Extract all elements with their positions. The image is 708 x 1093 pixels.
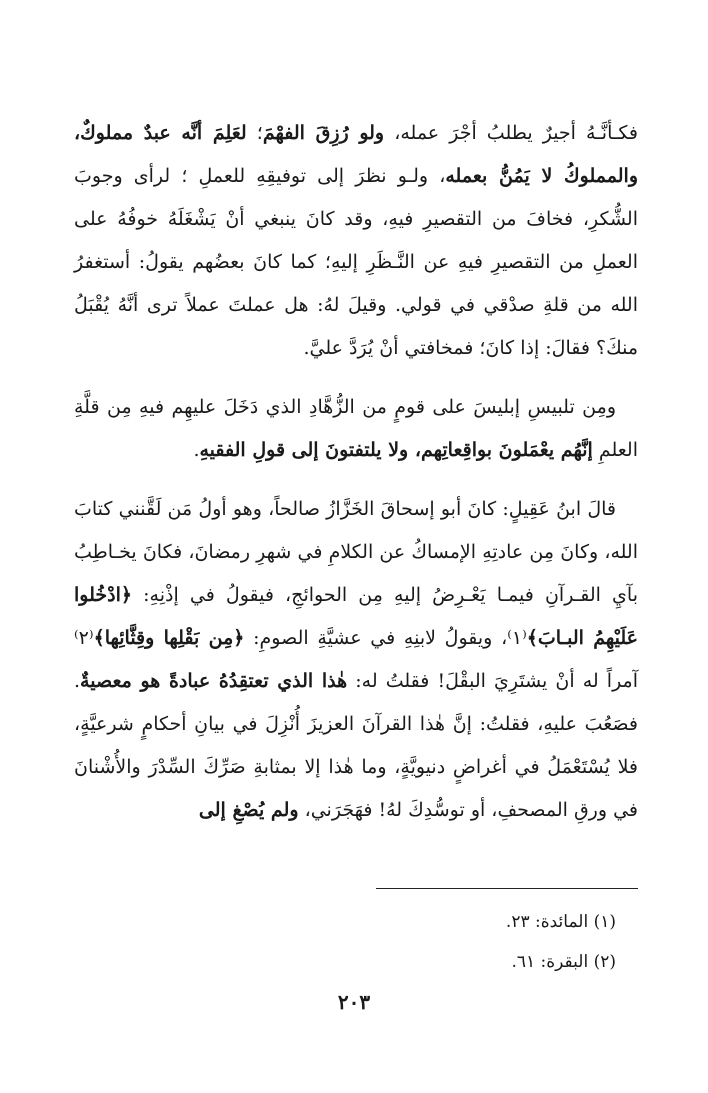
bold-text-run: ﴿ادْخُلوا عَلَيْهِمُ البـابَ﴾ bbox=[74, 584, 638, 649]
bold-text-run: إنَّهُم يعْمَلونَ بواقِعاتِهم، ولا يلتفتونَ إلى قولِ الفقيهِ bbox=[199, 439, 593, 461]
text-run: ؛ bbox=[246, 122, 263, 144]
footnote-2: (٢) البقرة: ٦١. bbox=[511, 952, 616, 972]
main-text-block bbox=[74, 112, 638, 832]
text-run: . فصَعُبَ عليهِ، فقلتُ: إنَّ هٰذا القرآنَ العزيزَ أُنْزِلَ في بيانِ أحكامٍ شرعيَّةٍ، فلا يُسْتَعْمَلُ في أغراضٍ دنيويَّةٍ، وما هٰذا إلا بمثابةِ صَرِّكَ السِّدْرَ والأُشْنانَ في ورقِ المصحفِ، أو توسُّدِكَ لهُ! فهَجَرَني، bbox=[74, 670, 638, 821]
text-run: ، ولـو نظرَ إلى توفيقِهِ للعملِ ؛ لرأى وجوبَ الشُّكرِ، فخافَ من التقصيرِ فيهِ، وقد كانَ ينبغي أنْ يَشْغَلَهُ خوفُهُ على العملِ من التقصيرِ فيهِ عن النَّـظَرِ إليهِ؛ كما كانَ بعضُهم يقولُ: أستغفرُ الله من قلةِ صدْقي في قولي. وقيلَ لهُ: هل عملتَ عملاً ترى أنَّهُ يُقْبَلُ منكَ؟ فقالَ: إذا كانَ؛ فمخافتي أنْ يُرَدَّ عليَّ. bbox=[74, 165, 638, 359]
bold-text-run: لعَلِمَ أنَّه عبدٌ مملوكٌ، والمملوكُ لا يَمُنُّ بعمله bbox=[74, 122, 638, 187]
text-run: ⁽١⁾، ويقولُ لابنِهِ في عشيَّةِ الصومِ: bbox=[244, 627, 527, 649]
text-run: ⁽٢⁾ آمراً له أنْ يشتَرِيَ البقْلَ! فقلتُ له: bbox=[74, 627, 639, 692]
text-run: . bbox=[193, 439, 200, 461]
bold-text-run: ولو رُزِقَ الفهْمَ bbox=[262, 122, 385, 144]
bold-text-run: ﴿مِن بَقْلِها وقِثَّائِها﴾ bbox=[93, 627, 245, 649]
page-number: ٢٠٣ bbox=[337, 990, 371, 1014]
text-run: قالَ ابنُ عَقِيلٍ: كانَ أبو إسحاقَ الخَزَّازُ صالحاً، وهو أولُ مَن لَقَّنني كتابَ الله، وكانَ مِن عادتِهِ الإمساكُ عن الكلامِ في شهرِ رمضانَ، فكانَ يخـاطِبُ بآيِ القـرآنِ فيمـا يَعْـرِضُ إليهِ مِن الحوائجِ، فيقولُ في إذْنِهِ: bbox=[74, 498, 638, 606]
paragraph-2 bbox=[74, 386, 638, 472]
footnote-1: (١) المائدة: ٢٣. bbox=[505, 912, 616, 932]
footnotes bbox=[506, 902, 616, 982]
footnote-divider bbox=[376, 888, 638, 889]
text-run: فكـأنَّـهُ أجيرٌ يطلبُ أجْرَ عمله، bbox=[384, 122, 638, 144]
paragraph-3 bbox=[74, 488, 638, 832]
bold-text-run: ولم يُصْغِ إلى bbox=[198, 799, 299, 821]
paragraph-1 bbox=[74, 112, 638, 370]
text-run: ومِن تلبيسِ إبليسَ على قومٍ من الزُّهَّادِ الذي دَخَلَ عليهِم فيهِ مِن قلَّةِ العلمِ bbox=[74, 396, 638, 461]
bold-text-run: هٰذا الذي تعتقِدُهُ عبادةً هو معصيةٌ bbox=[80, 670, 348, 692]
